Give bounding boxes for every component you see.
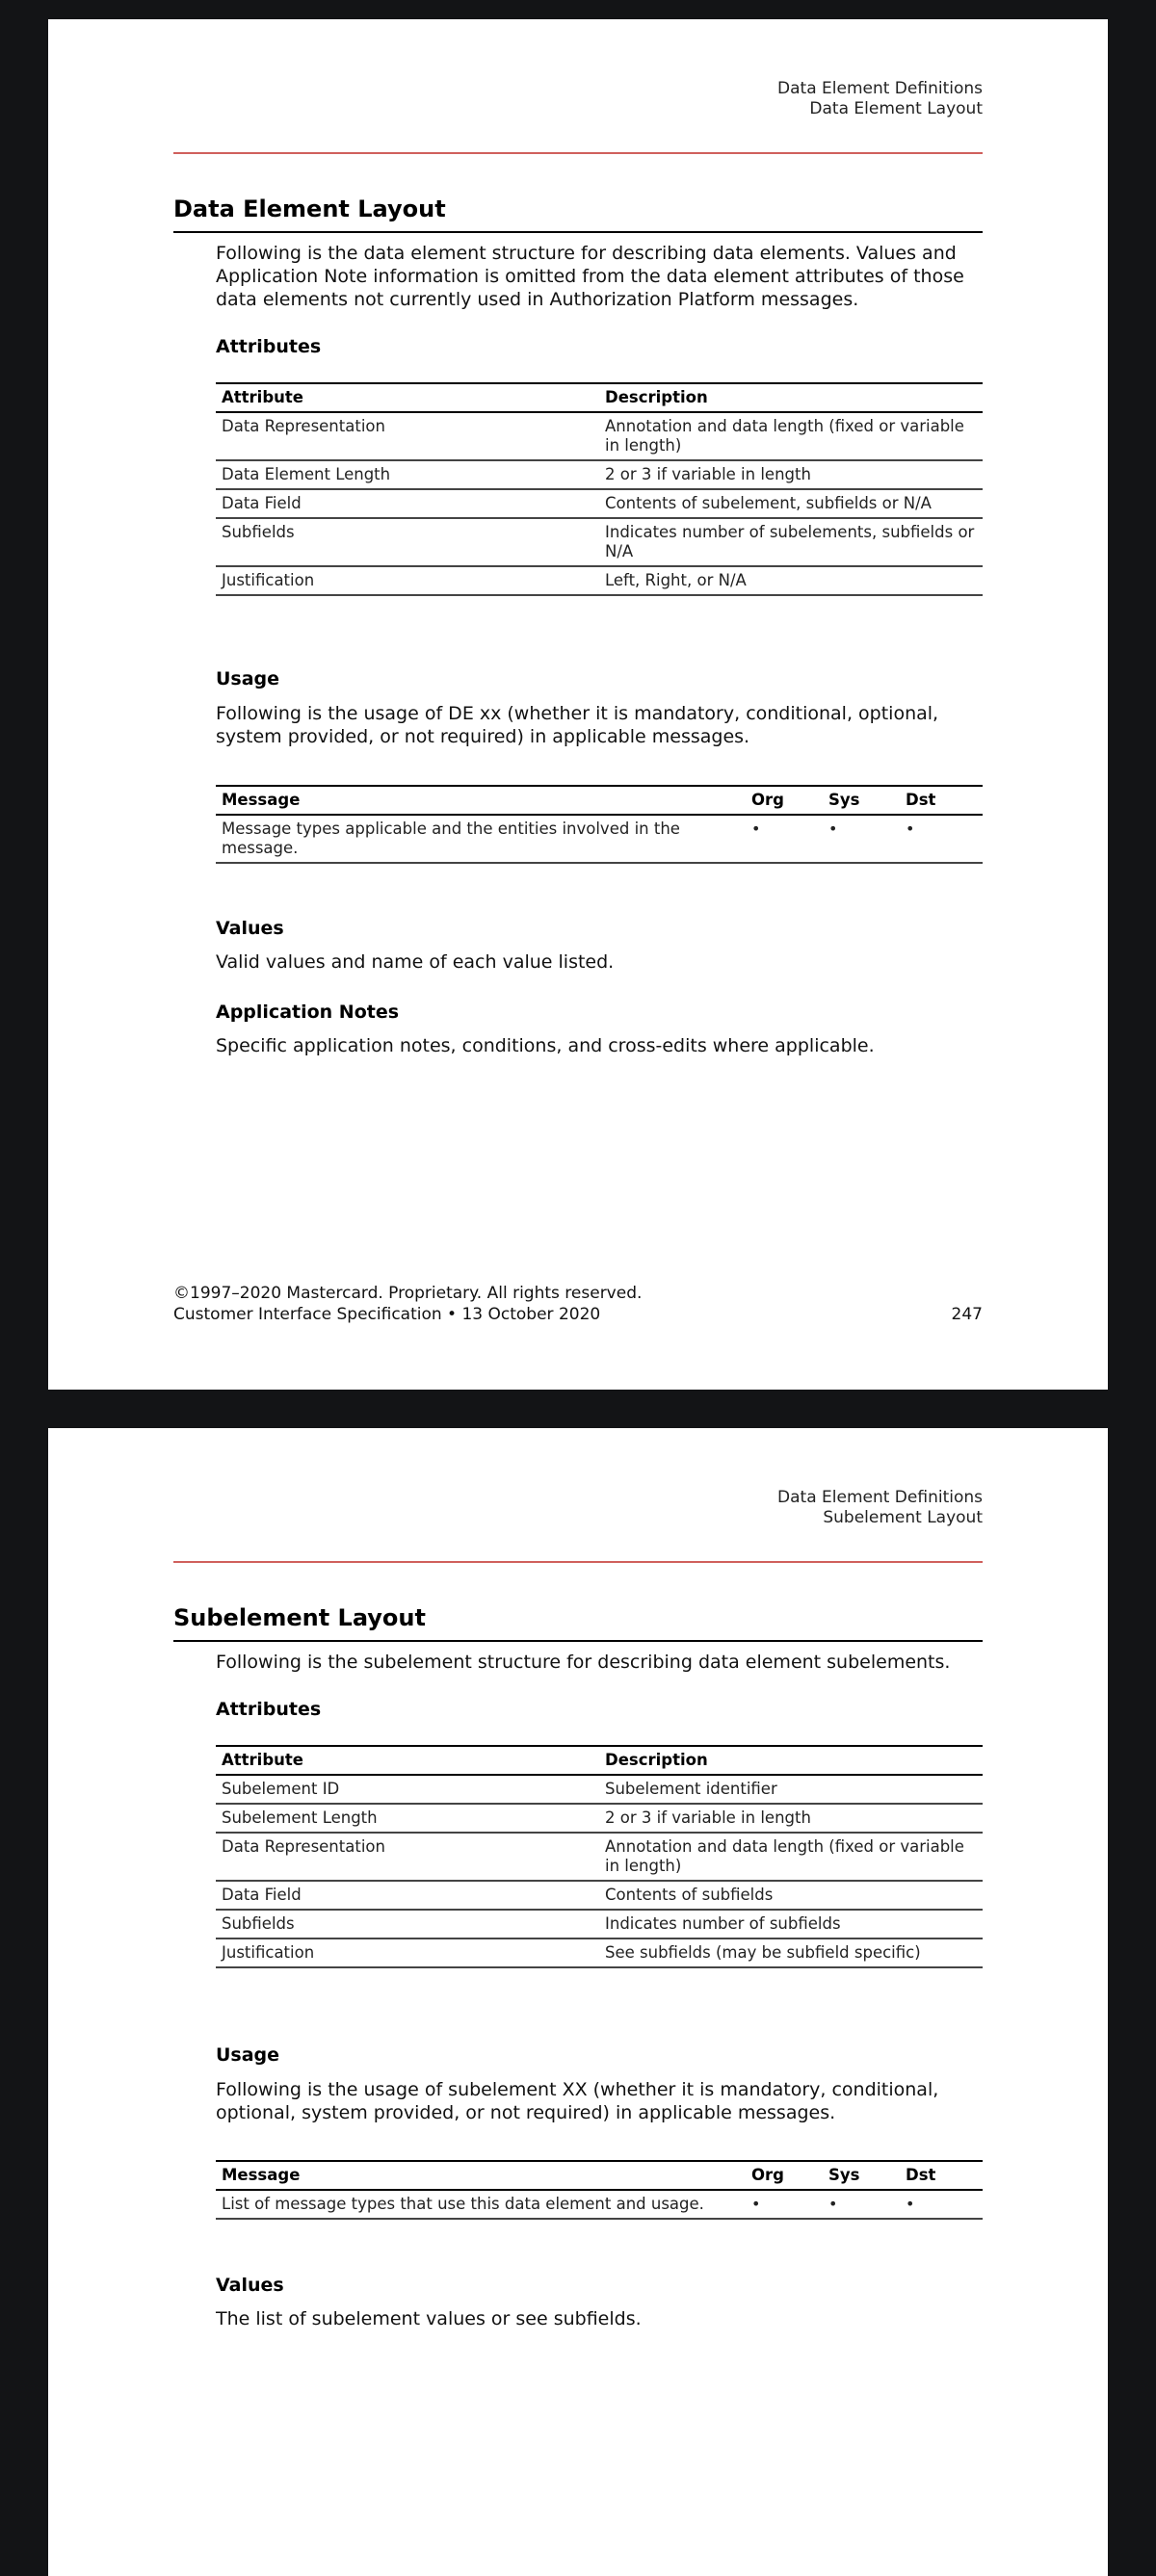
table-row [216, 1833, 983, 1881]
table-row [216, 518, 983, 566]
intro-paragraph: Following is the data element structure for describing data elements. Values and Application Note information is omitted from the data element attributes of those data elements not currently used in Authorization Platform messages. [216, 243, 964, 310]
attribute-cell: Data Representation [216, 412, 599, 460]
table-header-sys: Sys [823, 786, 900, 815]
attributes-table [216, 1745, 983, 1968]
dst-cell: • [900, 2190, 983, 2219]
usage-table [216, 2160, 983, 2220]
attribute-cell: Data Field [216, 1881, 599, 1910]
usage-table [216, 785, 983, 864]
table-header-org: Org [746, 786, 823, 815]
table-header-org: Org [746, 2161, 823, 2190]
description-cell: Contents of subfields [599, 1881, 983, 1910]
attribute-cell: Data Element Length [216, 460, 599, 489]
description-cell: 2 or 3 if variable in length [599, 460, 983, 489]
table-header-attribute: Attribute [216, 1746, 599, 1775]
values-heading: Values [216, 2275, 284, 2296]
table-header-dst: Dst [900, 2161, 983, 2190]
usage-block [216, 2043, 983, 2124]
table-header-message: Message [216, 2161, 746, 2190]
values-paragraph: The list of subelement values or see subfields. [216, 2308, 642, 2329]
attributes-table-block [216, 1745, 983, 1968]
section-title: Subelement Layout [173, 1604, 983, 1642]
attributes-block [216, 1698, 983, 1721]
table-row [216, 1804, 983, 1833]
table-row [216, 489, 983, 518]
section-title: Data Element Layout [173, 195, 983, 233]
usage-paragraph: Following is the usage of subelement XX (whether it is mandatory, conditional, optional, system provided, or not required) in applicable messages. [216, 2079, 939, 2123]
running-header [777, 79, 983, 119]
values-paragraph: Valid values and name of each value listed. [216, 951, 615, 973]
usage-paragraph: Following is the usage of DE xx (whether it is mandatory, conditional, optional, system provided, or not required) in applicable messages. [216, 703, 939, 747]
sys-cell: • [823, 815, 900, 863]
application-notes-heading: Application Notes [216, 1002, 400, 1023]
application-notes-paragraph: Specific application notes, conditions, and cross-edits where applicable. [216, 1035, 875, 1056]
description-cell: Annotation and data length (fixed or variable in length) [599, 1833, 983, 1881]
description-cell: Indicates number of subelements, subfields or N/A [599, 518, 983, 566]
attribute-cell: Justification [216, 1939, 599, 1967]
header-rule [173, 152, 983, 154]
usage-block [216, 667, 983, 748]
table-header-dst: Dst [900, 786, 983, 815]
attribute-cell: Justification [216, 566, 599, 595]
org-cell: • [746, 815, 823, 863]
description-cell: Subelement identifier [599, 1775, 983, 1804]
description-cell: Contents of subelement, subfields or N/A [599, 489, 983, 518]
attributes-table-block [216, 382, 983, 596]
header-line-1: Data Element Definitions [777, 79, 983, 98]
description-cell: 2 or 3 if variable in length [599, 1804, 983, 1833]
table-row [216, 566, 983, 595]
values-block [216, 917, 983, 974]
intro-block [216, 1651, 983, 1674]
running-header [777, 1488, 983, 1528]
table-row [216, 412, 983, 460]
copyright-text: ©1997–2020 Mastercard. Proprietary. All rights reserved. [173, 1284, 643, 1303]
intro-paragraph: Following is the subelement structure for describing data element subelements. [216, 1652, 951, 1673]
table-row [216, 2190, 983, 2219]
table-header-attribute: Attribute [216, 383, 599, 412]
usage-table-block [216, 2160, 983, 2220]
values-block [216, 2274, 983, 2330]
header-line-1: Data Element Definitions [777, 1488, 983, 1507]
intro-block [216, 242, 983, 311]
table-row [216, 1939, 983, 1967]
description-cell: Left, Right, or N/A [599, 566, 983, 595]
table-row [216, 460, 983, 489]
page-number: 247 [951, 1305, 983, 1324]
org-cell: • [746, 2190, 823, 2219]
values-heading: Values [216, 918, 284, 939]
table-row [216, 815, 983, 863]
header-line-2: Data Element Layout [809, 99, 983, 118]
description-cell: See subfields (may be subfield specific) [599, 1939, 983, 1967]
attribute-cell: Subfields [216, 1910, 599, 1939]
table-header-message: Message [216, 786, 746, 815]
table-header-description: Description [599, 1746, 983, 1775]
page-footer [173, 1283, 983, 1325]
usage-heading: Usage [216, 668, 280, 690]
attribute-cell: Subelement ID [216, 1775, 599, 1804]
description-cell: Indicates number of subfields [599, 1910, 983, 1939]
table-row [216, 1910, 983, 1939]
table-row [216, 1775, 983, 1804]
document-title: Customer Interface Specification • 13 October 2020 [173, 1305, 601, 1324]
attributes-block [216, 335, 983, 358]
attribute-cell: Subelement Length [216, 1804, 599, 1833]
table-row [216, 1881, 983, 1910]
attribute-cell: Subfields [216, 518, 599, 566]
document-page-2 [48, 1428, 1108, 2576]
attributes-heading: Attributes [216, 1699, 322, 1720]
header-rule [173, 1561, 983, 1563]
document-page-1 [48, 19, 1108, 1390]
usage-table-block [216, 785, 983, 864]
dst-cell: • [900, 815, 983, 863]
usage-heading: Usage [216, 2044, 280, 2066]
message-cell: Message types applicable and the entities involved in the message. [216, 815, 746, 863]
description-cell: Annotation and data length (fixed or variable in length) [599, 412, 983, 460]
table-header-sys: Sys [823, 2161, 900, 2190]
attributes-table [216, 382, 983, 596]
application-notes-block [216, 1001, 983, 1057]
attribute-cell: Data Field [216, 489, 599, 518]
sys-cell: • [823, 2190, 900, 2219]
table-header-description: Description [599, 383, 983, 412]
attributes-heading: Attributes [216, 336, 322, 357]
attribute-cell: Data Representation [216, 1833, 599, 1881]
header-line-2: Subelement Layout [823, 1508, 983, 1527]
message-cell: List of message types that use this data element and usage. [216, 2190, 746, 2219]
